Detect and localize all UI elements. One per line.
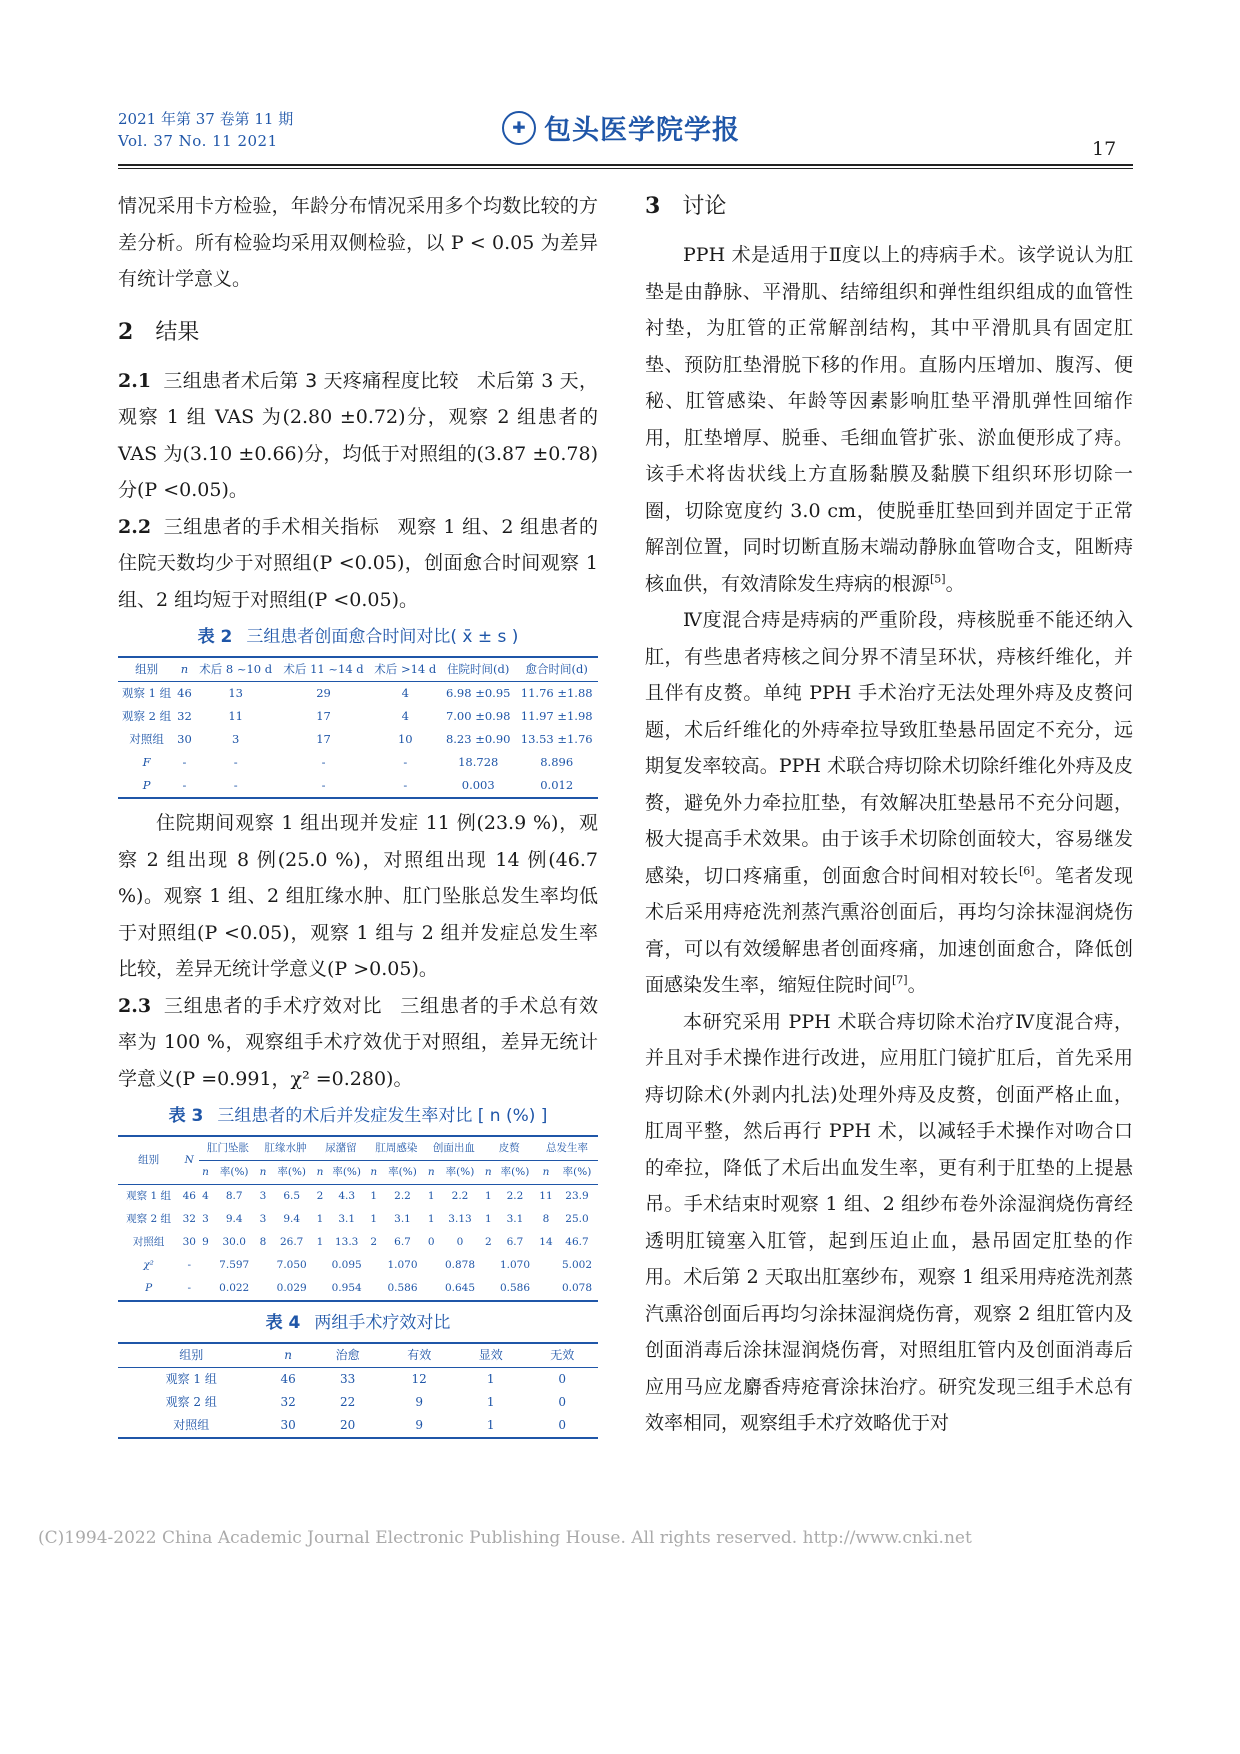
- table-cell: P: [118, 774, 175, 798]
- complication-paragraph: 住院期间观察 1 组出现并发症 11 例(23.9 %)，观察 2 组出现 8 例(25.0 %)，对照组出现 14 例(46.7 %)。观察 1 组、2 组肛缘水肿、肛门坠胀总发生率均低于对照组(P <0.05)，观察 1 组与 2 组并发症总发生率比较，差异无统计学意义(P >0.05)。: [118, 812, 598, 980]
- table-cell: [368, 1277, 380, 1301]
- table-cell: 32: [182, 1213, 196, 1225]
- right-column: [645, 188, 1133, 1442]
- table-subheader-n: n: [536, 1161, 556, 1185]
- header-rule: [118, 164, 1133, 166]
- table-cell: 观察 1 组: [122, 686, 172, 700]
- table-cell: -: [403, 755, 408, 769]
- table-cell: 对照组: [132, 1236, 165, 1248]
- table-cell: 观察 2 组: [126, 1213, 172, 1225]
- table-row: [118, 1208, 598, 1231]
- table-cell: 0: [456, 1236, 464, 1248]
- table-cell: [199, 1254, 211, 1277]
- table-cell: 1: [486, 1372, 495, 1386]
- table-cell: 9: [383, 1414, 455, 1438]
- table-cell: 26.7: [279, 1236, 304, 1248]
- table-subheader-rate: 率(%): [437, 1161, 482, 1185]
- table-cell: 4: [401, 709, 409, 723]
- table-cell: 0.954: [326, 1277, 368, 1301]
- table-cell: [483, 1254, 494, 1277]
- table-cell: -: [194, 774, 278, 798]
- header-rule-thin: [118, 168, 1133, 169]
- table-cell: 1: [370, 1213, 378, 1225]
- table-cell: -: [182, 755, 187, 769]
- table-cell: 13.53 ±1.76: [520, 732, 593, 746]
- issue-info: [118, 108, 293, 152]
- table-cell: 4: [401, 686, 409, 700]
- table-cell: 观察 1 组: [165, 1372, 217, 1386]
- table-cell: 3: [259, 1190, 267, 1202]
- citation-7: [7]: [892, 973, 908, 987]
- table-cell: 13: [228, 686, 243, 700]
- table-cell: 17: [316, 709, 331, 723]
- page-number: 17: [1092, 138, 1117, 160]
- table-cell: 3.13: [448, 1213, 472, 1225]
- table-cell: 23.9: [565, 1190, 589, 1202]
- table-subheader-rate: 率(%): [269, 1161, 314, 1185]
- table-4-header-row: 组别 n 治愈 有效 显效 无效: [118, 1343, 598, 1368]
- table-cell: 0: [526, 1414, 598, 1438]
- table-cell: 30: [182, 1236, 196, 1248]
- table-subheader-rate: 率(%): [380, 1161, 425, 1185]
- table-cell: 对照组: [118, 1414, 264, 1438]
- table-cell: 7.00 ±0.98: [445, 709, 511, 723]
- table-cell: 10: [397, 732, 413, 746]
- table-cell: [425, 1277, 437, 1301]
- table-cell: 46: [280, 1372, 296, 1386]
- table-cell: 2: [370, 1236, 378, 1248]
- table-cell: -: [278, 774, 370, 798]
- table-cell: 22: [340, 1395, 356, 1409]
- table-cell: 8.7: [225, 1190, 243, 1202]
- table-cell: -: [179, 1277, 199, 1301]
- table-cell: [199, 1277, 211, 1301]
- table-cell: 32: [177, 709, 192, 723]
- table-cell: 2: [316, 1190, 324, 1202]
- table-subheader-n: n: [314, 1161, 325, 1185]
- table-subheader-rate: 率(%): [556, 1161, 598, 1185]
- table-cell: 3.1: [506, 1213, 524, 1225]
- table-subheader-n: n: [257, 1161, 269, 1185]
- table-subheader-n: n: [425, 1161, 437, 1185]
- table-cell: 1: [427, 1213, 435, 1225]
- table-cell: 6.5: [283, 1190, 301, 1202]
- section-2-heading: 2 结果: [118, 318, 200, 345]
- table-cell: 18.728: [458, 755, 499, 769]
- table-cell: 1.070: [499, 1259, 530, 1271]
- table-cell: 30.0: [222, 1236, 246, 1248]
- journal-name: 包头医学院学报: [544, 115, 740, 146]
- table-cell: 46: [182, 1190, 196, 1202]
- subsection-2-1: 2.1 三组患者术后第 3 天疼痛程度比较 术后第 3 天，观察 1 组 VAS 为(2.80 ±0.72)分，观察 2 组患者的 VAS 为(3.10 ±0.66)分，均低于对照组的(3.87 ±0.78)分(P <0.05)。: [118, 369, 598, 501]
- table-cell: 观察 2 组: [122, 709, 172, 723]
- table-row: [118, 1391, 598, 1414]
- table-cell: [483, 1277, 494, 1301]
- table-cell: 46: [177, 686, 192, 700]
- table-cell: 2: [484, 1236, 492, 1248]
- table-cell: [425, 1254, 437, 1277]
- table-cell: 0.022: [212, 1277, 257, 1301]
- subsection-2-3: 2.3 三组患者的手术疗效对比 三组患者的手术总有效率为 100 %，观察组手术疗效优于对照组，差异无统计学意义(P =0.991，χ² =0.280)。: [118, 994, 598, 1090]
- table-cell: 9: [202, 1236, 209, 1248]
- table-cell: 32: [280, 1395, 296, 1409]
- table-cell: 25.0: [565, 1213, 589, 1225]
- table-cell: 11: [539, 1190, 553, 1202]
- table-cell: 5.002: [561, 1259, 593, 1271]
- table-cell: χ²: [143, 1259, 154, 1271]
- table-subheader-rate: 率(%): [326, 1161, 368, 1185]
- table-cell: 0.078: [556, 1277, 598, 1301]
- table-cell: 3: [259, 1213, 267, 1225]
- table-row: [118, 1414, 598, 1438]
- table-row: [118, 1277, 598, 1301]
- table-subheader-rate: 率(%): [212, 1161, 257, 1185]
- table-cell: 1: [370, 1190, 378, 1202]
- issue-cn: 2021 年第 37 卷第 11 期: [118, 110, 294, 128]
- table-cell: 0: [558, 1395, 567, 1409]
- table-cell: 0.586: [380, 1277, 425, 1301]
- table-cell: [314, 1277, 325, 1301]
- table-row: [118, 1254, 598, 1277]
- table-cell: 1: [486, 1395, 495, 1409]
- table-3-header-row: 组别 N 肛门坠胀 肛缘水肿 尿潴留 肛周感染 创面出血 皮赘 总发生率: [118, 1136, 598, 1161]
- table-subheader-n: n: [368, 1161, 380, 1185]
- table-cell: -: [187, 1259, 192, 1271]
- table-3: [118, 1135, 598, 1302]
- citation-5: [5]: [930, 572, 946, 586]
- table-cell: 9.4: [225, 1213, 243, 1225]
- citation-6: [6]: [1018, 864, 1035, 878]
- table-4-caption: 表 4 两组手术疗效对比: [265, 1313, 451, 1333]
- table-row: [118, 1231, 598, 1254]
- table-cell: 33: [340, 1372, 356, 1386]
- table-cell: 1: [484, 1213, 492, 1225]
- table-row: [118, 774, 598, 798]
- table-cell: 4: [202, 1190, 209, 1202]
- table-cell: 0.878: [444, 1259, 476, 1271]
- table-row: [118, 728, 598, 751]
- table-2-header-row: 组别 n 术后 8 ~10 d 术后 11 ~14 d 术后 >14 d 住院时间(d) 愈合时间(d): [118, 657, 598, 682]
- table-cell: 29: [316, 686, 331, 700]
- table-subheader-n: n: [483, 1161, 494, 1185]
- table-cell: 9.4: [283, 1213, 301, 1225]
- table-2: [118, 656, 598, 799]
- table-cell: 1: [316, 1236, 324, 1248]
- table-row: [118, 1185, 598, 1209]
- table-cell: 8.23 ±0.90: [445, 732, 511, 746]
- table-subheader-rate: 率(%): [494, 1161, 536, 1185]
- table-cell: 11: [228, 709, 243, 723]
- table-cell: -: [321, 755, 326, 769]
- table-cell: 0.645: [437, 1277, 482, 1301]
- left-column: [118, 188, 598, 1445]
- table-cell: 12: [411, 1372, 427, 1386]
- subsection-2-2: 2.2 三组患者的手术相关指标 观察 1 组、2 组患者的住院天数均少于对照组(P <0.05)，创面愈合时间观察 1 组、2 组均短于对照组(P <0.05)。: [118, 515, 598, 611]
- table-cell: 2.2: [451, 1190, 469, 1202]
- table-cell: 1.070: [387, 1259, 418, 1271]
- table-cell: 3: [202, 1213, 209, 1225]
- table-cell: 2.2: [506, 1190, 524, 1202]
- table-cell: 7.050: [276, 1259, 307, 1271]
- table-cell: 7.597: [219, 1259, 250, 1271]
- table-cell: 1: [455, 1414, 527, 1438]
- table-cell: -: [233, 755, 238, 769]
- table-cell: 14: [539, 1236, 553, 1248]
- table-cell: 3.1: [394, 1213, 411, 1225]
- table-cell: 1: [484, 1190, 492, 1202]
- table-cell: 17: [316, 732, 331, 746]
- table-cell: 0.586: [494, 1277, 536, 1301]
- table-cell: 0.012: [515, 774, 598, 798]
- table-row: [118, 751, 598, 774]
- table-cell: [536, 1277, 556, 1301]
- table-row: [118, 1368, 598, 1392]
- table-cell: 0: [427, 1236, 435, 1248]
- table-cell: [257, 1277, 269, 1301]
- journal-seal-icon: ✚: [502, 111, 536, 145]
- table-cell: [536, 1254, 556, 1277]
- table-subheader-n: n: [199, 1161, 211, 1185]
- table-cell: 8.896: [540, 755, 574, 769]
- table-cell: 30: [177, 732, 192, 746]
- table-cell: 观察 2 组: [165, 1395, 217, 1409]
- issue-en: Vol. 37 No. 11 2021: [118, 132, 278, 150]
- table-cell: 11.97 ±1.98: [520, 709, 593, 723]
- table-cell: 2.2: [394, 1190, 411, 1202]
- table-cell: 0: [558, 1372, 567, 1386]
- table-cell: 30: [264, 1414, 312, 1438]
- table-cell: 3.1: [338, 1213, 356, 1225]
- table-cell: 0.003: [441, 774, 515, 798]
- table-cell: 46.7: [565, 1236, 589, 1248]
- table-cell: 8: [542, 1213, 550, 1225]
- table-row: [118, 705, 598, 728]
- table-cell: 6.98 ±0.95: [445, 686, 511, 700]
- table-3-caption: 表 3 三组患者的术后并发症发生率对比 [ n (%) ]: [168, 1106, 548, 1126]
- table-cell: 11.76 ±1.88: [520, 686, 593, 700]
- table-cell: 6.7: [506, 1236, 524, 1248]
- table-cell: 0.029: [269, 1277, 314, 1301]
- table-cell: 观察 1 组: [126, 1190, 172, 1202]
- discussion-paragraph-2: Ⅳ度混合痔是痔病的严重阶段，痔核脱垂不能还纳入肛，有些患者痔核之间分界不清呈环状，痔核纤维化，并且伴有皮赘。单纯 PPH 手术治疗无法处理外痔及皮赘问题，术后纤维化的外痔牵拉导致肛垫悬吊固定不充分，远期复发率较高。PPH 术联合痔切除术切除纤维化外痔及皮赘，避免外力牵拉肛垫，有效解决肛垫悬吊不充分问题，极大提高手术效果。由于该手术切除创面较大，容易继发感染，切口疼痛重，创面愈合时间相对较长[6]。笔者发现术后采用痔疮洗剂蒸汽熏浴创面后，再均匀涂抹湿润烧伤膏，可以有效缓解患者创面疼痛，加速创面愈合，降低创面感染发生率，缩短住院时间[7]。: [645, 609, 1133, 996]
- table-cell: [368, 1254, 380, 1277]
- table-cell: F: [142, 755, 151, 769]
- table-2-caption: 表 2 三组患者创面愈合时间对比( x̄ ± s ): [197, 627, 519, 647]
- table-cell: 1: [316, 1213, 324, 1225]
- table-row: [118, 682, 598, 706]
- journal-logo: [502, 108, 740, 147]
- table-cell: 13.3: [334, 1236, 359, 1248]
- section-3-heading: 3 讨论: [645, 193, 727, 219]
- discussion-paragraph-3: 本研究采用 PPH 术联合痔切除术治疗Ⅳ度混合痔，并且对手术操作进行改进，应用肛门镜扩肛后，首先采用痔切除术(外剥内扎法)处理外痔及皮赘，创面严格止血，肛周平整，然后再行 PPH 术，以减轻手术操作对吻合口的牵拉，降低了术后出血发生率，更有利于肛垫的上提悬吊。手术结束时观察 1 组、2 组纱布卷外涂湿润烧伤膏经透明肛镜塞入肛管，起到压迫止血，悬吊固定肛垫的作用。术后第 2 天取出肛塞纱布，观察 1 组采用痔疮洗剂蒸汽熏浴创面后再均匀涂抹湿润烧伤膏，观察 2 组肛管内及创面消毒后涂抹湿润烧伤膏，对照组肛管内及创面消毒后应用马应龙麝香痔疮膏涂抹治疗。研究发现三组手术总有效率相同，观察组手术疗效略优于对: [645, 1010, 1133, 1434]
- copyright-footer: (C)1994-2022 China Academic Journal Electronic Publishing House. All rights reserved. http://www.cnki.net: [38, 1528, 972, 1548]
- table-cell: -: [175, 774, 194, 798]
- table-cell: 20: [312, 1414, 384, 1438]
- table-cell: [314, 1254, 325, 1277]
- table-cell: 9: [415, 1395, 424, 1409]
- discussion-paragraph-1: PPH 术是适用于Ⅱ度以上的痔病手术。该学说认为肛垫是由静脉、平滑肌、结缔组织和弹性组织组成的血管性衬垫，为肛管的正常解剖结构，其中平滑肌具有固定肛垫、预防肛垫滑脱下移的作用。直肠内压增加、腹泻、便秘、肛管感染、年龄等因素影响肛垫平滑肌弹性回缩作用，肛垫增厚、脱垂、毛细血管扩张、淤血便形成了痔。该手术将齿状线上方直肠黏膜及黏膜下组织环形切除一圈，切除宽度约 3.0 cm，使脱垂肛垫回到并固定于正常解剖位置，同时切断直肠末端动静脉血管吻合支，阻断痔核血供，有效清除发生痔病的根源[5]。: [645, 244, 1133, 595]
- methods-continuation: 情况采用卡方检验，年龄分布情况采用多个均数比较的方差分析。所有检验均采用双侧检验，以 P < 0.05 为差异有统计学意义。: [118, 195, 598, 290]
- table-4: [118, 1342, 598, 1439]
- table-cell: 0.095: [331, 1259, 362, 1271]
- table-cell: -: [370, 774, 442, 798]
- table-cell: 6.7: [394, 1236, 411, 1248]
- table-cell: 8: [259, 1236, 267, 1248]
- table-cell: 3: [232, 732, 240, 746]
- table-cell: 4.3: [338, 1190, 356, 1202]
- table-cell: 1: [427, 1190, 435, 1202]
- table-cell: 对照组: [129, 732, 164, 746]
- table-cell: P: [118, 1277, 179, 1301]
- table-cell: [257, 1254, 269, 1277]
